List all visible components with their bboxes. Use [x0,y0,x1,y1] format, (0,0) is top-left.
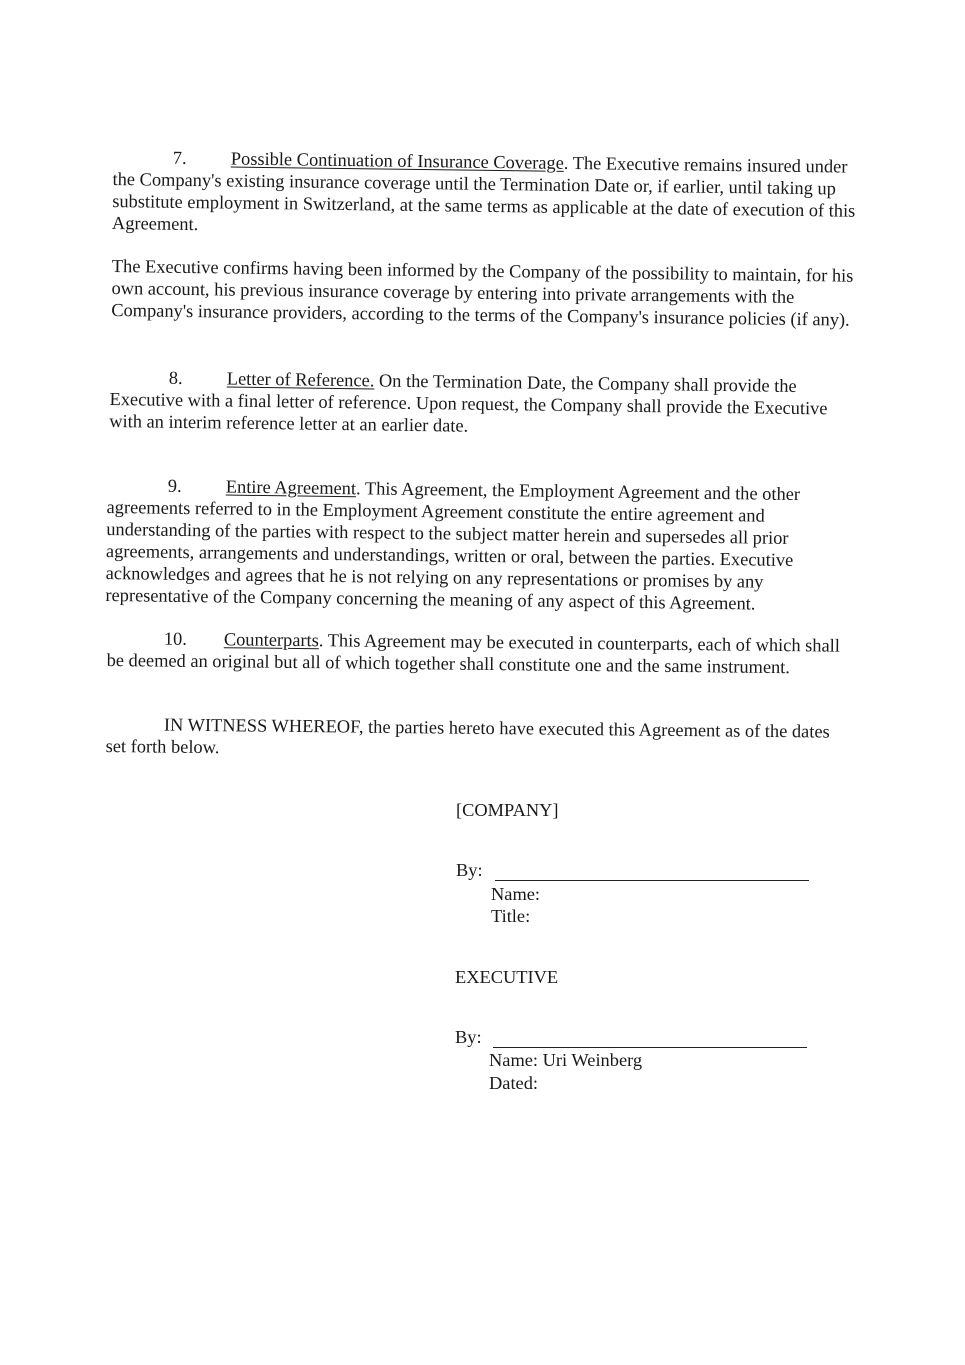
section-9-paragraph [105,474,847,616]
section-8-number: 8. [168,367,183,388]
company-signature-by [456,859,809,881]
section-8-paragraph [109,366,838,442]
section-10-body: . This Agreement may be executed in counterparts, each of which shall be deemed an original but all of which together shall constitute one and the same instrument. [106,630,841,678]
section-10-heading: Counterparts [223,629,319,651]
section-8-heading: Letter of Reference. [226,368,375,391]
company-by-label: By: [456,860,483,880]
section-9 [105,474,847,616]
executive-by-label: By: [455,1027,482,1047]
executive-signature-line [493,1031,807,1048]
company-signatory-title: Title: [491,906,531,926]
executive-signatory-name: Name: Uri Weinberg [489,1050,643,1070]
executive-signature-by [455,1026,807,1048]
executive-signature-dated: Dated: [489,1073,539,1093]
section-9-number: 9. [167,475,182,496]
section-7-number: 7. [172,147,187,168]
section-10-paragraph [107,627,845,679]
section-7-insurance-paragraph: The Executive confirms having been informed by the Company of the possibility to maintain, for his own account, his previous insurance coverage by entering into private arrangements with the Company's insurance providers, according to the terms of the Company's insurance policies (if any). [111,255,854,330]
section-8-body: On the Termination Date, the Company shall provide the Executive with a final letter of reference. Upon request, the Company shall provide the Executive with an interim reference letter at an earlier date. [109,370,828,436]
company-signature-line [495,864,809,881]
section-7-heading: Possible Continuation of Insurance Coverage [230,148,564,173]
company-signatory-name: Name: [491,884,541,904]
section-7-insurance-info [111,255,874,331]
witness-body: IN WITNESS WHEREOF, the parties hereto have executed this Agreement as of the dates set forth below. [105,714,830,758]
section-10-number: 10. [163,628,187,649]
section-7-paragraph [112,146,861,244]
witness-indent [106,730,164,731]
witness-clause [106,713,834,765]
section-8 [109,366,838,442]
company-signature-label: [COMPANY] [456,800,559,820]
witness-paragraph [106,713,834,765]
section-7-body: . The Executive remains insured under the Company's existing insurance coverage until the Termination Date or, if earlier, until taking up substitute employment in Switzerland, at the same terms as applicable at the date of execution of this Agreement. [111,152,856,235]
section-7 [112,146,861,244]
section-9-body: . This Agreement, the Employment Agreement and the other agreements referred to in the Employment Agreement constitute the entire agreement and understanding of the parties with respect to the subject matter herein and supersedes all prior agreements, arrangements and understandings, written or oral, between the parties. Executive acknowledges and agrees that he is not relying on any representations or promises by any representative of the Company concerning the meaning of any aspect of this Agreement. [105,478,801,614]
executive-signature-label: EXECUTIVE [455,967,559,987]
section-9-heading: Entire Agreement [225,476,357,499]
section-10 [107,627,845,679]
